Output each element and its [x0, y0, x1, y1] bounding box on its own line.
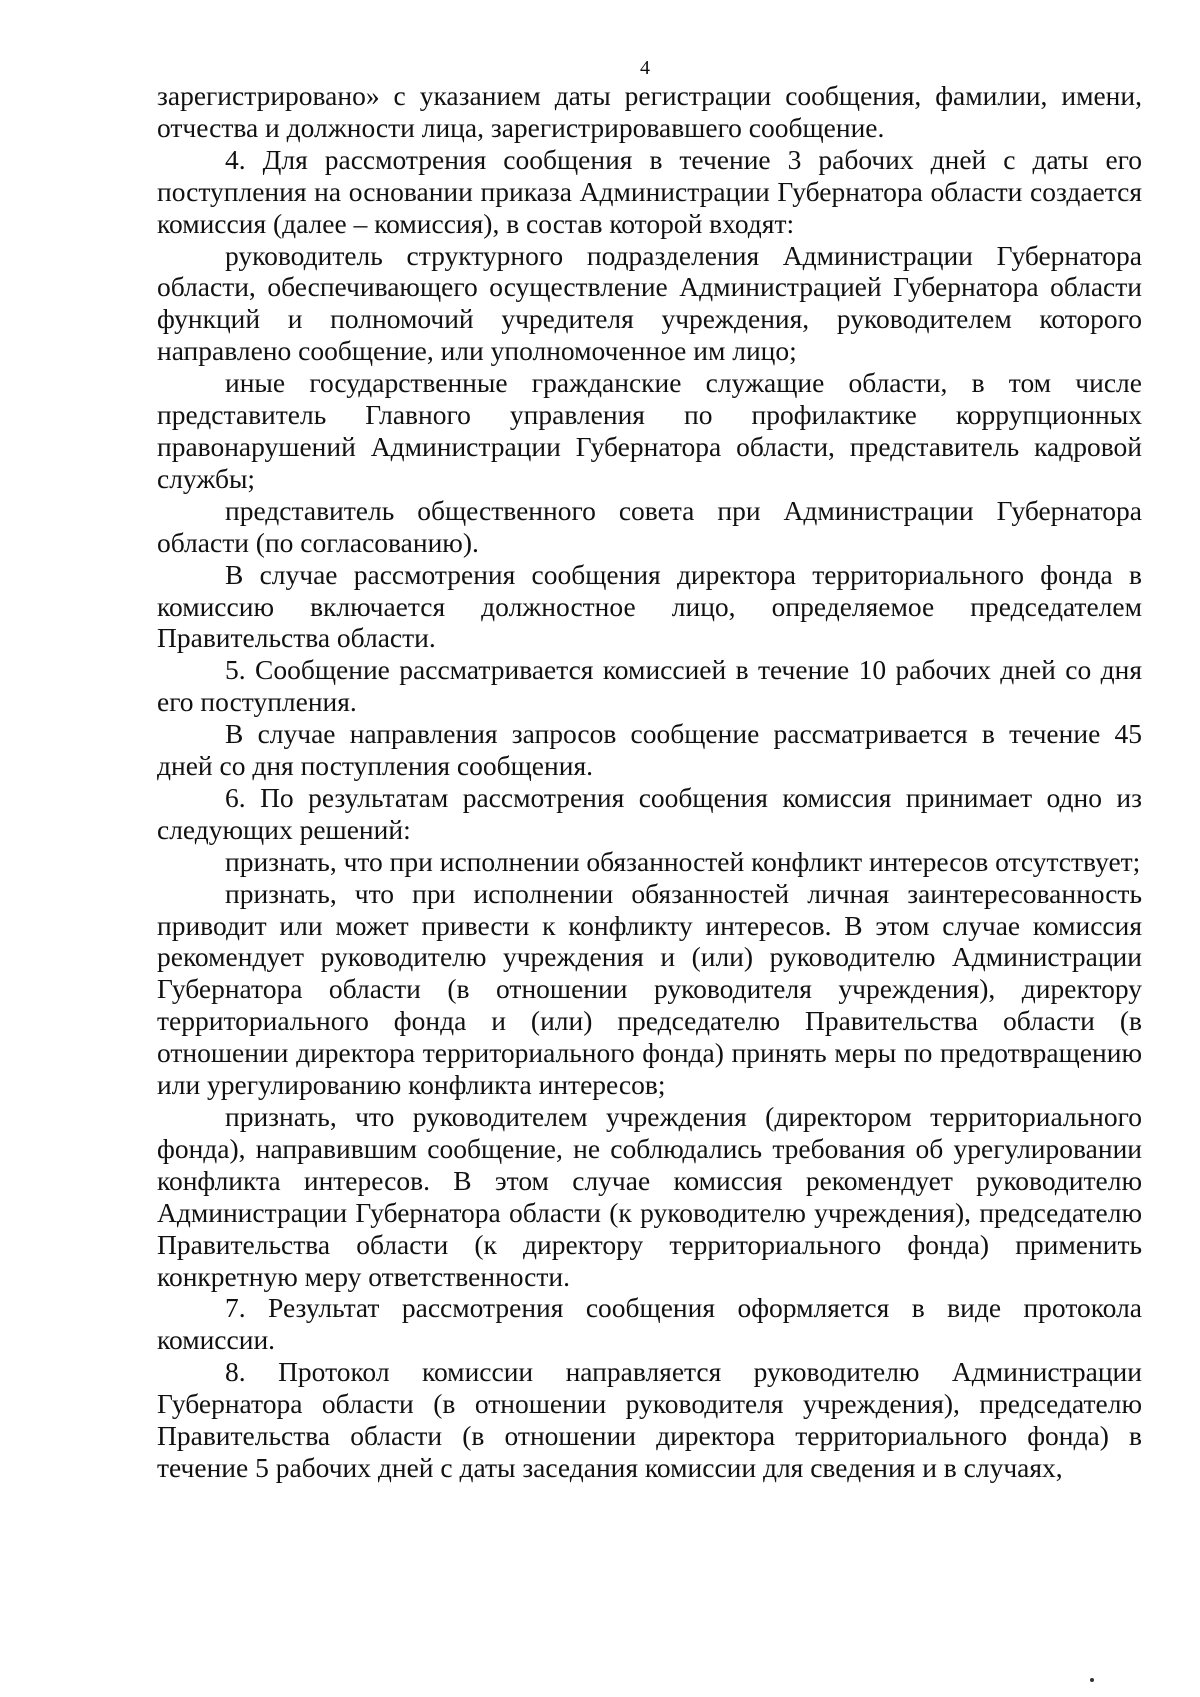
- paragraph: признать, что при исполнении обязанностей конфликт интересов отсутствует;: [225, 845, 1141, 877]
- paragraph: 8. Протокол комиссии направляется руководителю Администрации Губернатора области (в отношении руководителя учреждения), председателю Правительства области (в отношении директора территориального фонда) в течение 5 рабочих дней с даты заседания комиссии для сведения и в случаях,: [157, 1356, 1142, 1483]
- paragraph: 5. Сообщение рассматривается комиссией в течение 10 рабочих дней со дня его поступления.: [157, 654, 1142, 718]
- paragraph: признать, что руководителем учреждения (директором территориального фонда), направившим сообщение, не соблюдались требования об урегулировании конфликта интересов. В этом случае комиссия рекомендует руководителю Администрации Губернатора области (к руководителю учреждения), председателю Правительства области (к директору территориального фонда) применить конкретную меру ответственности.: [157, 1101, 1142, 1292]
- paragraph: признать, что при исполнении обязанностей личная заинтересованность приводит или может привести к конфликту интересов. В этом случае комиссия рекомендует руководителю учреждения и (или) руководителю Администрации Губернатора области (в отношении руководителя учреждения), директору территориального фонда и (или) председателю Правительства области (в отношении директора территориального фонда) принять меры по предотвращению или урегулированию конфликта интересов;: [157, 877, 1142, 1101]
- paragraph: иные государственные гражданские служащие области, в том числе представитель Главного управления по профилактике коррупционных правонарушений Администрации Губернатора области, представитель кадровой службы;: [157, 367, 1142, 494]
- paragraph: представитель общественного совета при Администрации Губернатора области (по согласованию).: [157, 494, 1142, 558]
- paragraph: 7. Результат рассмотрения сообщения оформляется в виде протокола комиссии.: [157, 1292, 1142, 1356]
- paragraph: В случае рассмотрения сообщения директора территориального фонда в комиссию включается должностное лицо, определяемое председателем Правительства области.: [157, 558, 1142, 654]
- page-number: 4: [640, 57, 650, 79]
- paragraph: зарегистрировано» с указанием даты регистрации сообщения, фамилии, имени, отчества и должности лица, зарегистрировавшего сообщение.: [157, 80, 1142, 143]
- paragraph: 6. По результатам рассмотрения сообщения комиссия принимает одно из следующих решений:: [157, 781, 1142, 845]
- document-body: [157, 80, 1142, 1484]
- scan-speck: [1090, 1678, 1094, 1682]
- paragraph: В случае направления запросов сообщение рассматривается в течение 45 дней со дня поступления сообщения.: [157, 718, 1142, 782]
- paragraph: 4. Для рассмотрения сообщения в течение 3 рабочих дней с даты его поступления на основании приказа Администрации Губернатора области создается комиссия (далее – комиссия), в состав которой входят:: [157, 143, 1142, 239]
- paragraph: руководитель структурного подразделения Администрации Губернатора области, обеспечивающего осуществление Администрацией Губернатора области функций и полномочий учредителя учреждения, руководителем которого направлено сообщение, или уполномоченное им лицо;: [157, 239, 1142, 367]
